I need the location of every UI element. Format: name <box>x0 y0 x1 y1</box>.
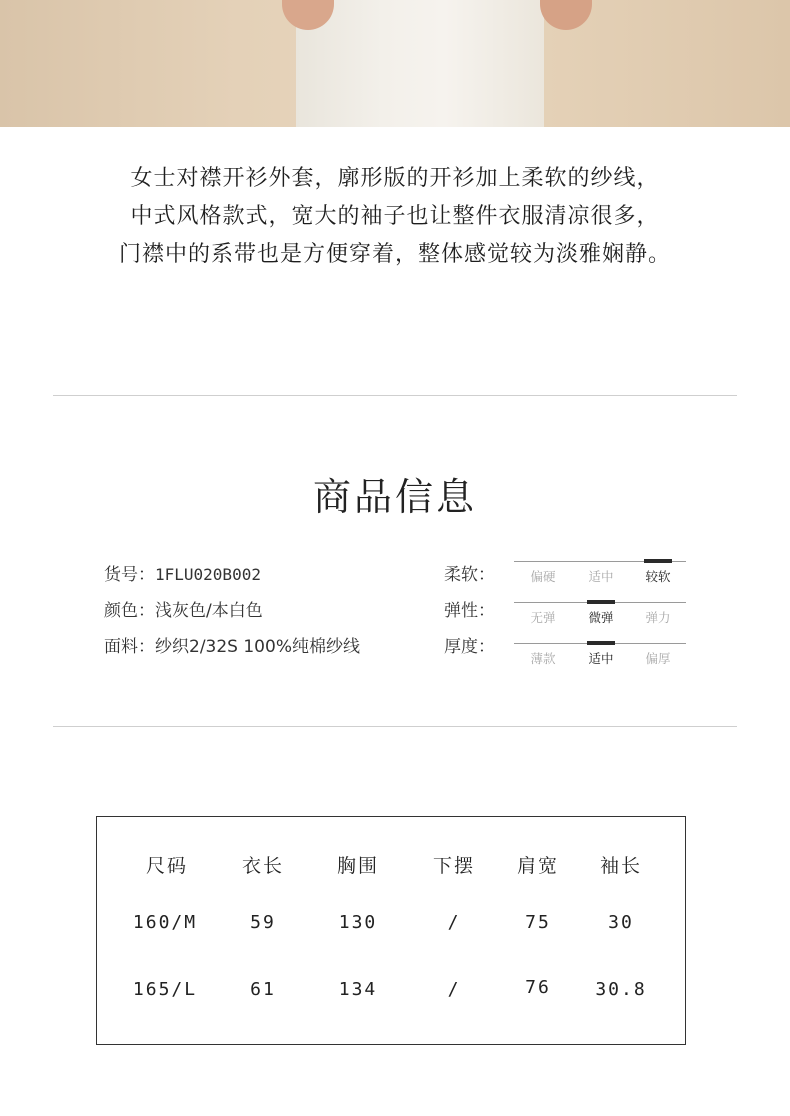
info-row-fabric <box>104 632 360 657</box>
scale-option: 薄款 <box>530 651 556 666</box>
scale-option: 偏硬 <box>530 569 556 584</box>
table-header: 下摆 <box>432 855 476 877</box>
table-cell: 160/M <box>132 912 198 933</box>
elasticity-scale <box>514 602 686 628</box>
scale-option: 无弹 <box>530 610 556 625</box>
table-cell: / <box>447 912 461 933</box>
table-cell: 61 <box>250 979 276 1000</box>
scale-selected-marker <box>587 600 615 604</box>
table-cell: 75 <box>525 912 551 933</box>
info-label: 面料： <box>104 637 155 657</box>
table-header: 肩宽 <box>516 855 560 877</box>
scale-label-thickness: 厚度： <box>444 637 495 657</box>
scale-label-softness: 柔软： <box>444 565 495 585</box>
table-header: 衣长 <box>241 855 285 877</box>
product-photo <box>0 0 790 127</box>
section-title: 商品信息 <box>312 475 477 519</box>
thickness-scale <box>514 643 686 669</box>
scale-option-selected: 微弹 <box>588 610 614 625</box>
info-label: 颜色： <box>104 601 155 621</box>
right-hand-image <box>540 0 592 30</box>
table-cell: 30.8 <box>595 979 647 1000</box>
table-header: 胸围 <box>336 855 380 877</box>
scale-selected-marker <box>587 641 615 645</box>
scale-option: 弹力 <box>645 610 671 625</box>
table-cell: 165/L <box>132 979 198 1000</box>
table-cell: 134 <box>338 979 378 1000</box>
info-row-sku <box>104 560 261 585</box>
product-description <box>0 160 790 274</box>
scale-option-selected: 较软 <box>645 569 671 584</box>
scale-label-elasticity: 弹性： <box>444 601 495 621</box>
info-value: 1FLU020B002 <box>155 565 261 584</box>
divider-top <box>53 395 737 396</box>
table-cell: 59 <box>250 912 276 933</box>
size-table <box>96 816 686 1045</box>
scale-selected-marker <box>644 559 672 563</box>
table-header: 袖长 <box>599 855 643 877</box>
table-cell: 30 <box>608 912 634 933</box>
softness-scale <box>514 561 686 587</box>
info-label: 货号： <box>104 565 155 585</box>
divider-bottom <box>53 726 737 727</box>
scale-option-selected: 适中 <box>588 651 614 666</box>
table-header: 尺码 <box>145 855 189 877</box>
info-row-color <box>104 596 263 621</box>
scale-option: 适中 <box>588 569 614 584</box>
description-line: 女士对襟开衫外套，廓形版的开衫加上柔软的纱线， <box>130 166 660 191</box>
description-line: 中式风格款式，宽大的袖子也让整件衣服清凉很多， <box>130 204 660 229</box>
table-cell: / <box>447 979 461 1000</box>
skirt-image <box>296 0 544 127</box>
table-cell: 130 <box>338 912 378 933</box>
info-value: 浅灰色/本白色 <box>155 601 263 621</box>
description-line: 门襟中的系带也是方便穿着，整体感觉较为淡雅娴静。 <box>118 242 671 267</box>
scale-option: 偏厚 <box>645 651 671 666</box>
info-value: 纱织2/32S 100%纯棉纱线 <box>155 637 360 657</box>
table-cell: 76 <box>525 977 551 998</box>
